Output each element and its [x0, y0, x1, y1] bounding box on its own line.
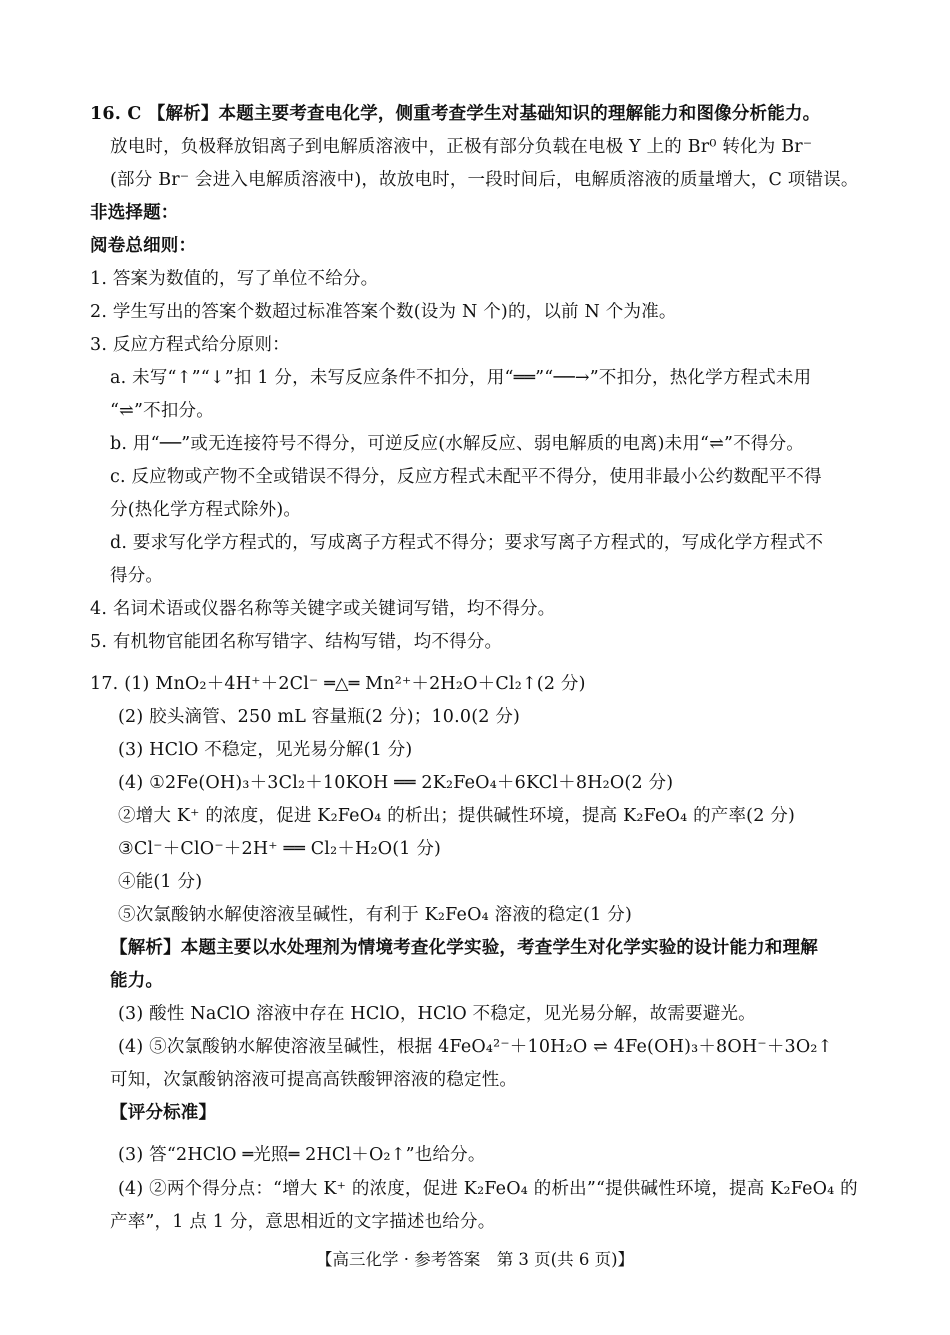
- q16-explanation-line-1: 放电时，负极释放铝离子到电解质溶液中，正极有部分负载在电极 Y 上的 Br⁰ 转化为 Br⁻: [110, 137, 813, 157]
- rule-2: 2. 学生写出的答案个数超过标准答案个数(设为 N 个)的，以前 N 个为准。: [90, 302, 677, 322]
- section-heading-grading-rules: 阅卷总细则：: [90, 236, 197, 256]
- rule-3a-line-1: a. 未写“↑”“↓”扣 1 分，未写反应条件不扣分，用“══”“──→”不扣分，热化学方程式未用: [110, 368, 812, 388]
- rule-3d-line-1: d. 要求写化学方程式的，写成离子方程式不得分；要求写离子方程式的，写成化学方程式不: [110, 533, 824, 553]
- rule-1: 1. 答案为数值的，写了单位不给分。: [90, 269, 379, 289]
- scoring-standard-3: (3) 答“2HClO ═光照═ 2HCl＋O₂↑”也给分。: [118, 1145, 486, 1165]
- rule-3: 3. 反应方程式给分原则：: [90, 335, 290, 355]
- rule-5: 5. 有机物官能团名称写错字、结构写错，均不得分。: [90, 632, 503, 652]
- q16-explanation-line-2: (部分 Br⁻ 会进入电解质溶液中)，故放电时，一段时间后，电解质溶液的质量增大，C 项错误。: [110, 170, 859, 190]
- rule-4: 4. 名词术语或仪器名称等关键字或关键词写错，均不得分。: [90, 599, 556, 619]
- q17-analysis-heading-line-2: 能力。: [110, 971, 164, 991]
- q17-part-4-1: (4) ①2Fe(OH)₃＋3Cl₂＋10KOH ══ 2K₂FeO₄＋6KCl＋8H₂O(2 分): [118, 773, 674, 793]
- q17-analysis-3: (3) 酸性 NaClO 溶液中存在 HClO，HClO 不稳定，见光易分解，故需要避光。: [118, 1004, 756, 1024]
- q17-analysis-4-line-1: (4) ⑤次氯酸钠水解使溶液呈碱性，根据 4FeO₄²⁻＋10H₂O ⇌ 4Fe(OH)₃＋8OH⁻＋3O₂↑: [118, 1037, 833, 1057]
- q17-part-4-2: ②增大 K⁺ 的浓度，促进 K₂FeO₄ 的析出；提供碱性环境，提高 K₂FeO₄ 的产率(2 分): [118, 806, 796, 826]
- q17-part-1: 17. (1) MnO₂＋4H⁺＋2Cl⁻ ═△═ Mn²⁺＋2H₂O＋Cl₂↑(2 分): [90, 674, 586, 694]
- q17-analysis-4-line-2: 可知，次氯酸钠溶液可提高高铁酸钾溶液的稳定性。: [110, 1070, 518, 1090]
- q17-part-2: (2) 胶头滴管、250 mL 容量瓶(2 分)；10.0(2 分): [118, 707, 521, 727]
- q16-answer-heading: 16. C 【解析】本题主要考查电化学，侧重考查学生对基础知识的理解能力和图像分析能力。: [90, 104, 821, 124]
- rule-3a-line-2: “⇌”不扣分。: [110, 401, 214, 421]
- rule-3c-line-1: c. 反应物或产物不全或错误不得分，反应方程式未配平不得分，使用非最小公约数配平不得: [110, 467, 822, 487]
- page-footer: 【高三化学 · 参考答案 第 3 页(共 6 页)】: [315, 1250, 635, 1269]
- rule-3c-line-2: 分(热化学方程式除外)。: [110, 500, 302, 520]
- scoring-standard-4-line-2: 产率”，1 点 1 分，意思相近的文字描述也给分。: [110, 1212, 496, 1232]
- q17-part-4-3: ③Cl⁻＋ClO⁻＋2H⁺ ══ Cl₂＋H₂O(1 分): [118, 839, 442, 859]
- scoring-standard-4-line-1: (4) ②两个得分点：“增大 K⁺ 的浓度，促进 K₂FeO₄ 的析出”“提供碱性环境，提高 K₂FeO₄ 的: [118, 1179, 858, 1199]
- q17-part-4-5: ⑤次氯酸钠水解使溶液呈碱性，有利于 K₂FeO₄ 溶液的稳定(1 分): [118, 905, 632, 925]
- scoring-standard-heading: 【评分标准】: [110, 1103, 217, 1123]
- rule-3d-line-2: 得分。: [110, 566, 164, 586]
- q17-part-4-4: ④能(1 分): [118, 872, 203, 892]
- section-heading-non-choice: 非选择题：: [90, 203, 179, 223]
- q17-analysis-heading-line-1: 【解析】本题主要以水处理剂为情境考查化学实验，考查学生对化学实验的设计能力和理解: [110, 938, 818, 958]
- q17-part-3: (3) HClO 不稳定，见光易分解(1 分): [118, 740, 413, 760]
- rule-3b: b. 用“──”或无连接符号不得分，可逆反应(水解反应、弱电解质的电离)未用“⇌”不得分。: [110, 434, 805, 454]
